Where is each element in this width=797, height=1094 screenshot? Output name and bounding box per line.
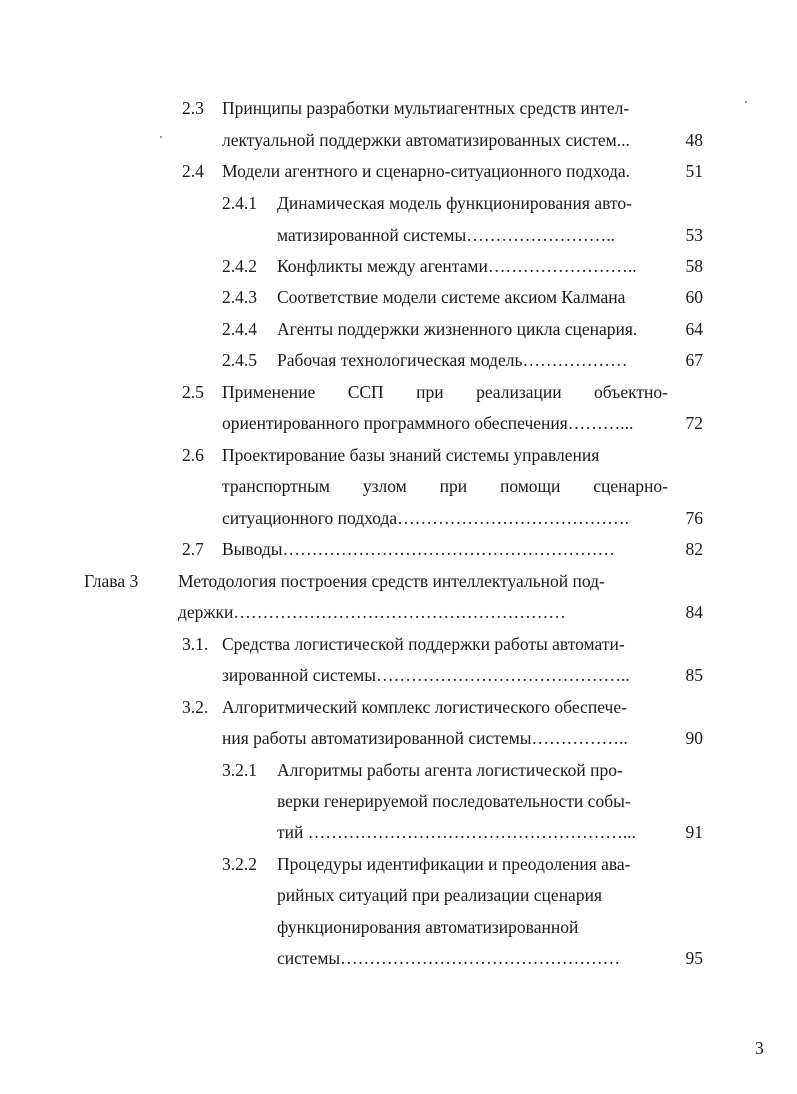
toc-entry-title: зированной системы……………………………………..: [222, 665, 630, 685]
toc-entry-title: Средства логистической поддержки работы автомати-: [222, 634, 625, 654]
toc-word: при: [416, 382, 444, 402]
toc-num: 2.7: [182, 539, 204, 559]
toc-num: 2.4.2: [222, 256, 257, 276]
toc-word: Применение: [222, 382, 316, 402]
toc-word: реализации: [476, 382, 562, 402]
toc-page-number: 64: [685, 319, 703, 339]
toc-word: помощи: [499, 476, 561, 496]
toc-num: 3.2.2: [222, 854, 257, 874]
toc-page-number: 91: [685, 822, 703, 842]
toc-entry-title: держки…………………………………………………: [178, 602, 566, 622]
toc-num: 3.1.: [182, 634, 209, 654]
toc-page-number: 95: [685, 948, 703, 968]
toc-word: ССП: [347, 382, 384, 402]
toc-entry-title: Агенты поддержки жизненного цикла сценария.: [277, 319, 638, 339]
toc-page-number: 51: [685, 161, 703, 181]
toc-page-number: 60: [685, 287, 703, 307]
toc-num: 2.4.1: [222, 193, 257, 213]
toc-entry-title: Модели агентного и сценарно-ситуационного подхода.: [222, 161, 631, 181]
toc-num: 2.4.4: [222, 319, 257, 339]
toc-num: 2.5: [182, 382, 204, 402]
toc-entry-title: системы…………………………………………: [277, 948, 621, 968]
toc-entry-title: ориентированного программного обеспечения………...: [222, 413, 634, 433]
toc-word: при: [439, 476, 468, 496]
toc-word: объектно-: [594, 382, 668, 402]
toc-page-number: 48: [685, 130, 703, 150]
toc-entry-title: рийных ситуаций при реализации сценария: [277, 885, 602, 905]
toc-num: 2.4: [182, 161, 204, 181]
toc-entry-title: тий ………………………………………………...: [277, 822, 636, 842]
toc-page-number: 72: [685, 413, 703, 433]
toc-entry-title: Соответствие модели системе аксиом Калмана: [277, 287, 626, 307]
toc-page-number: 76: [685, 508, 703, 528]
page-number: 3: [755, 1038, 764, 1058]
toc-num: 2.6: [182, 445, 204, 465]
toc-entry-title: Алгоритмы работы агента логистической про-: [277, 760, 623, 780]
toc-entry-title: Процедуры идентификации и преодоления ава-: [277, 854, 631, 874]
scan-speck: [160, 136, 162, 138]
toc-entry-title: ния работы автоматизированной системы……………..: [222, 728, 628, 748]
chapter-label: Глава 3: [84, 571, 139, 591]
toc-word: узлом: [362, 476, 407, 496]
toc-entry-title: Конфликты между агентами……………………..: [277, 256, 637, 276]
toc-entry-title: ситуационного подхода………………………………….: [222, 508, 630, 528]
toc-entry-title: верки генерируемой последовательности собы-: [277, 791, 631, 811]
toc-page-number: 67: [685, 350, 703, 370]
toc-entry-title: функционирования автоматизированной: [277, 917, 579, 937]
toc-entry-title: Рабочая технологическая модель………………: [277, 350, 628, 370]
toc-word: сценарно-: [593, 476, 668, 496]
scan-speck: [745, 101, 747, 103]
toc-entry-title: Проектирование базы знаний системы управления: [222, 445, 600, 465]
toc-num: 2.4.5: [222, 350, 257, 370]
toc-page-number: 85: [685, 665, 703, 685]
toc-entry-title: Алгоритмический комплекс логистического обеспече-: [222, 697, 627, 717]
toc-page-number: 82: [685, 539, 703, 559]
toc-entry-title-justified: [222, 381, 668, 403]
toc-page-number: 53: [685, 225, 703, 245]
toc-entry-title: Методология построения средств интеллектуальной под-: [178, 571, 605, 591]
toc-page-number: 90: [685, 728, 703, 748]
toc-entry-title: Динамическая модель функционирования авто-: [277, 193, 632, 213]
toc-entry-title: Выводы…………………………………………………: [222, 539, 615, 559]
toc-page-number: 84: [685, 602, 703, 622]
toc-num: 2.3: [182, 98, 204, 118]
toc-page-number: 58: [685, 256, 703, 276]
toc-num: 2.4.3: [222, 287, 257, 307]
toc-entry-title: матизированной системы……………………..: [277, 225, 615, 245]
toc-entry-title: лектуальной поддержки автоматизированных систем...: [222, 130, 630, 150]
toc-entry-title: Принципы разработки мультиагентных средств интел-: [222, 98, 630, 118]
toc-entry-title-justified: [222, 475, 668, 497]
toc-num: 3.2.1: [222, 760, 257, 780]
toc-word: транспортным: [222, 476, 330, 496]
toc-num: 3.2.: [182, 697, 209, 717]
